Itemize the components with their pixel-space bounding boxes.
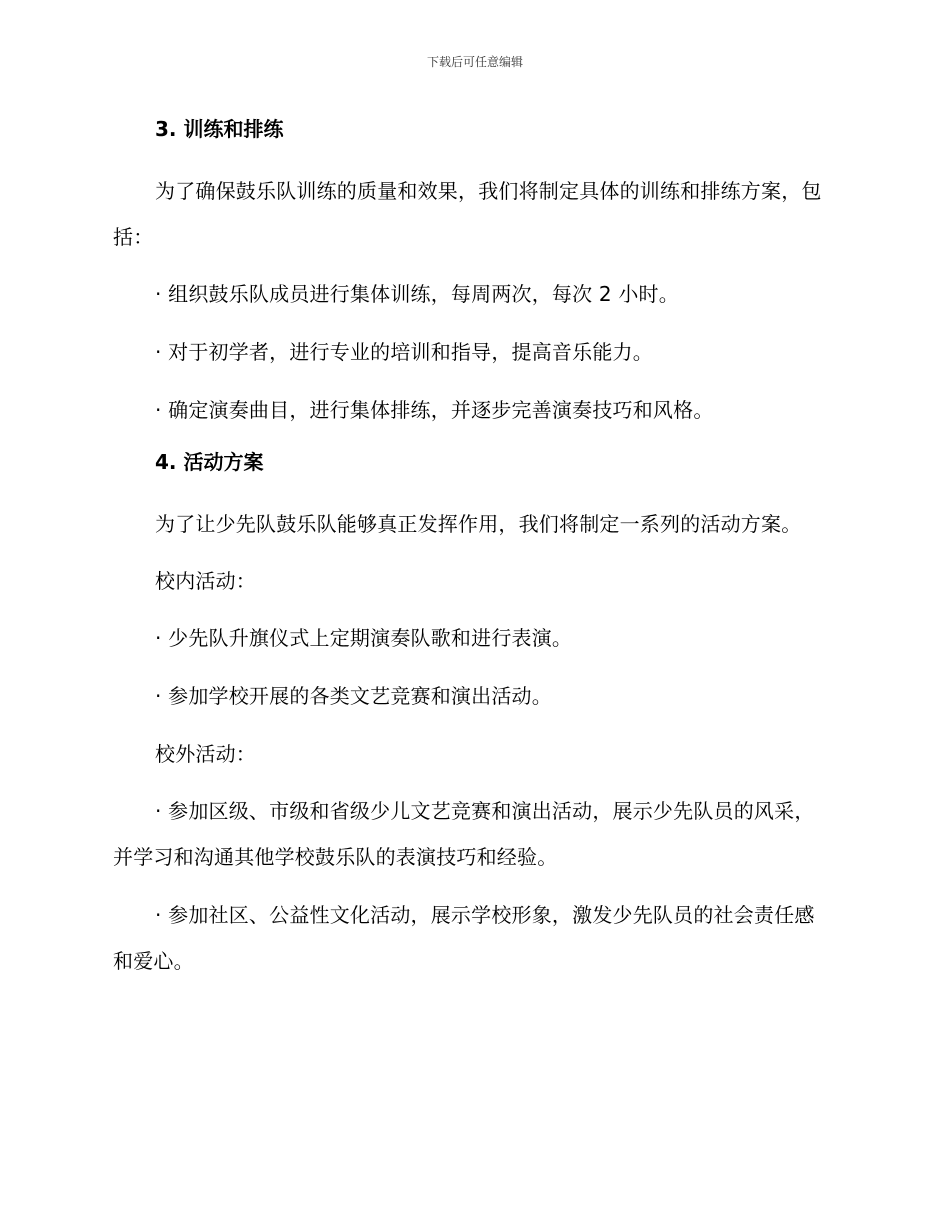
label-outschool-activities: 校外活动： [155, 742, 256, 766]
page-header-note: 下载后可任意编辑 [426, 55, 523, 69]
bullet-item: · 确定演奏曲目，进行集体排练，并逐步完善演奏技巧和风格。 [155, 398, 714, 422]
section-heading-training: 3. 训练和排练 [155, 117, 284, 141]
paragraph-activities-intro: 为了让少先队鼓乐队能够真正发挥作用，我们将制定一系列的活动方案。 [155, 512, 802, 536]
bullet-item: · 参加学校开展的各类文艺竞赛和演出活动。 [155, 684, 552, 708]
bullet-item: · 参加社区、公益性文化活动，展示学校形象，激发少先队员的社会责任感和爱心。 [113, 903, 815, 973]
bullet-item: · 对于初学者，进行专业的培训和指导，提高音乐能力。 [155, 340, 653, 364]
section-heading-activities: 4. 活动方案 [155, 450, 264, 474]
bullet-item: · 组织鼓乐队成员进行集体训练，每周两次，每次 2 小时。 [155, 282, 679, 306]
label-inschool-activities: 校内活动： [155, 569, 256, 593]
document-body [113, 112, 825, 996]
bullet-item: · 少先队升旗仪式上定期演奏队歌和进行表演。 [155, 626, 573, 650]
bullet-item: · 参加区级、市级和省级少儿文艺竞赛和演出活动，展示少先队员的风采，并学习和沟通其他学校鼓乐队的表演技巧和经验。 [113, 799, 815, 869]
paragraph-training-intro: 为了确保鼓乐队训练的质量和效果，我们将制定具体的训练和排练方案，包括： [113, 179, 822, 249]
